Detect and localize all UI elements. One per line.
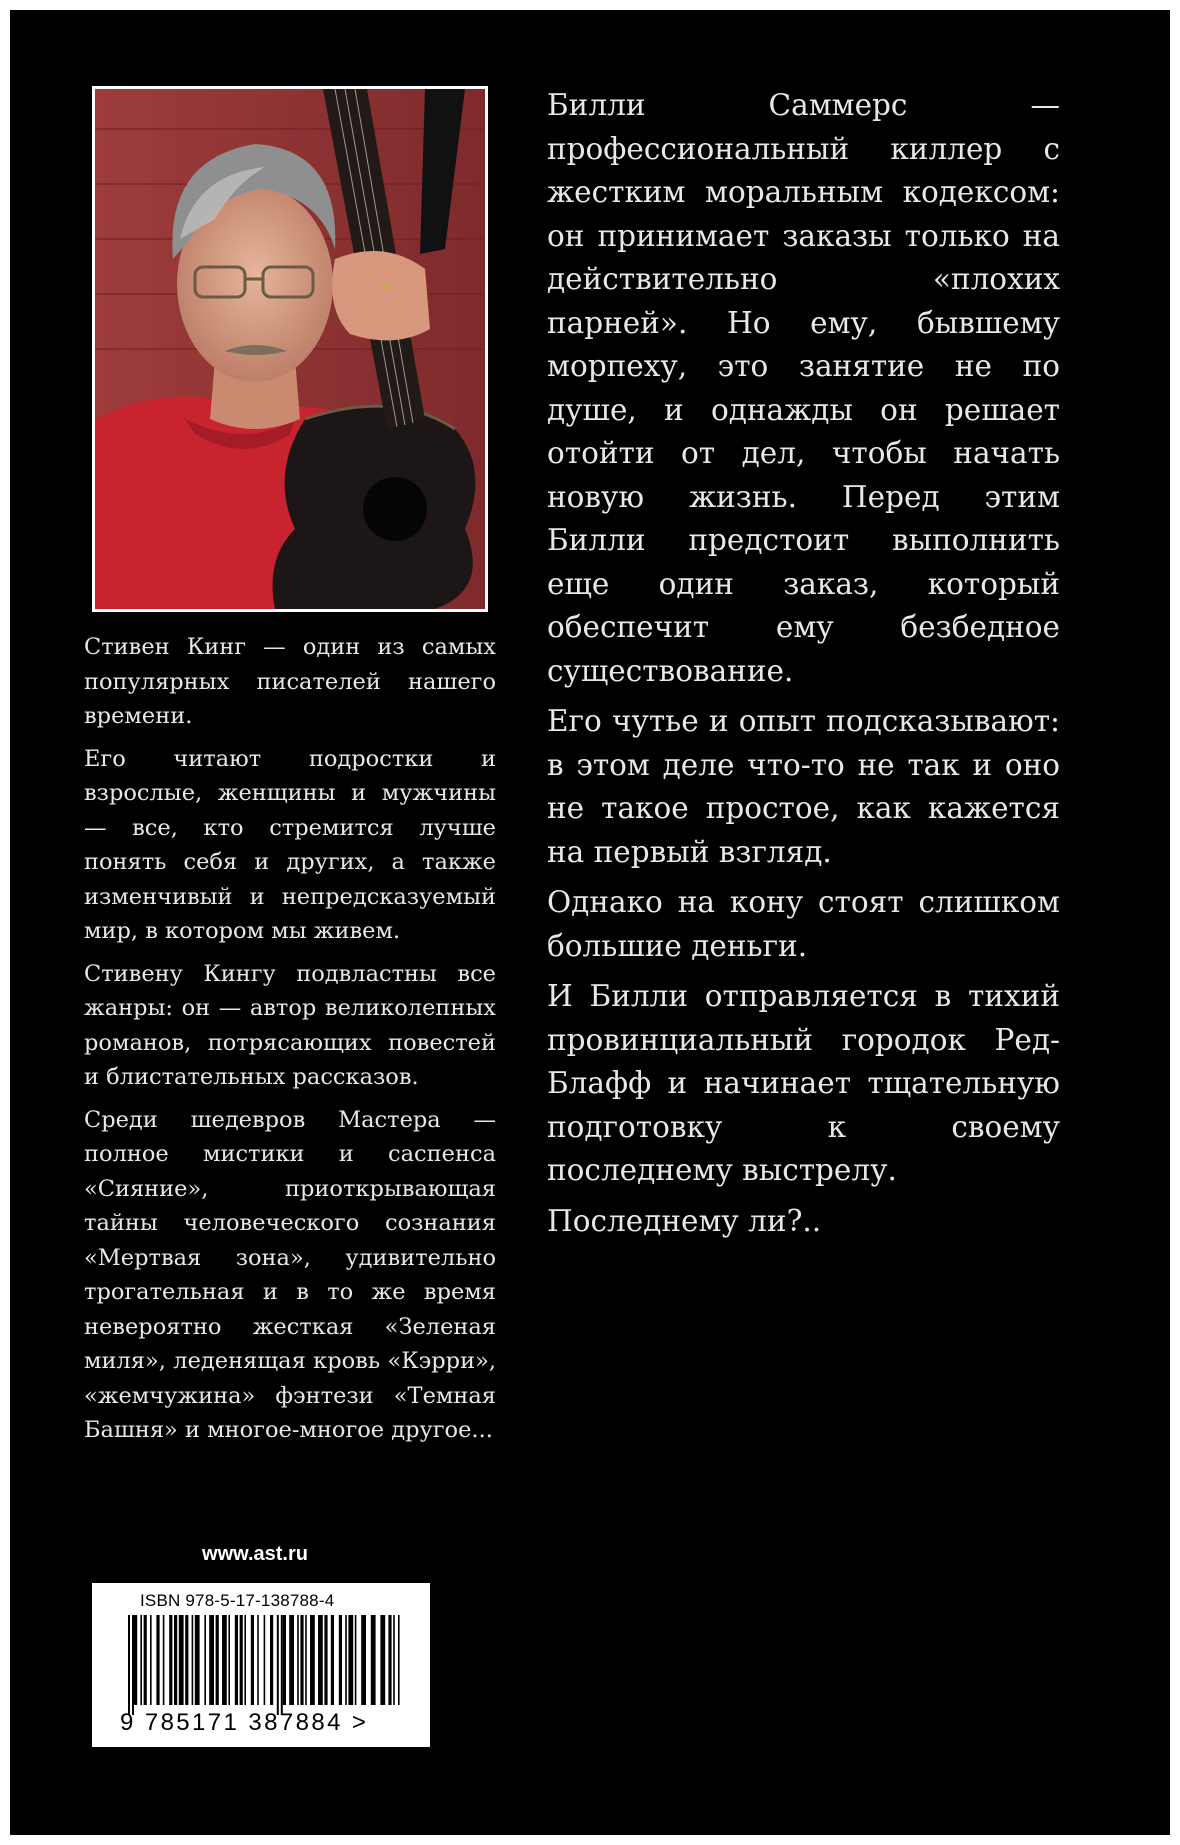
barcode-bar: [339, 1615, 342, 1705]
barcode-bar: [185, 1615, 188, 1705]
bio-paragraph-4: Среди шедевров Мастера — полное мистики и саспенса «Сияние», приоткрывающая тайны человеческого сознания «Мертвая зона», удивительно трогательная и в то же время невероятно жесткая «Зеленая миля», леденящая кровь «Кэрри», «жемчужина» фэнтези «Темная Башня» и многое-многое другое...: [84, 1106, 496, 1443]
author-photo-icon: [95, 89, 485, 609]
barcode-bar: [270, 1615, 273, 1705]
bio-paragraph-1: Стивен Кинг — один из самых популярных писателей нашего времени.: [84, 634, 496, 729]
author-bio: [84, 630, 496, 1456]
barcode-bar: [305, 1615, 307, 1705]
barcode-bar: [300, 1615, 303, 1705]
barcode-bar: [240, 1615, 243, 1705]
synopsis-paragraph-5: Последнему ли?..: [547, 1203, 822, 1238]
book-back-cover: [10, 10, 1170, 1835]
barcode-bar: [393, 1615, 395, 1705]
bio-paragraph-3: Стивену Кингу подвластны все жанры: он — автор великолепных романов, потрясающих повестей и блистательных рассказов.: [84, 960, 496, 1090]
barcode-bar: [204, 1615, 206, 1705]
synopsis-paragraph-1: Билли Саммерс — профессиональный киллер с жестким моральным кодексом: он принимает заказы только на действительно «плохих парней». Но ему, бывшему морпеху, это занятие не по душе, и однажды он решает отойти от дел, чтобы начать новую жизнь. Перед этим Билли предстоит выполнить еще один заказ, который обеспечит ему безбедное существование.: [547, 88, 1060, 688]
barcode-bar: [228, 1615, 230, 1705]
barcode-bar: [345, 1615, 347, 1705]
barcode-bar: [169, 1615, 172, 1705]
bio-paragraph-2: Его читают подростки и взрослые, женщины и мужчины — все, кто стремится лучше понять себя и других, а также изменчивый и непредсказуемый мир, в котором мы живем.: [84, 745, 496, 944]
barcode-bar: [331, 1615, 334, 1705]
barcode-bar: [310, 1615, 315, 1705]
barcode-bar: [209, 1615, 214, 1705]
barcode-bar: [289, 1615, 294, 1705]
barcode-bar: [163, 1615, 165, 1705]
barcode-bar: [140, 1615, 142, 1705]
barcode-bar: [264, 1615, 266, 1705]
barcode-bar: [144, 1615, 147, 1705]
isbn-barcode-box: [92, 1583, 430, 1747]
barcode-bar: [195, 1615, 200, 1705]
barcode-bar: [251, 1615, 254, 1705]
isbn-label: ISBN 978-5-17-138788-4: [140, 1591, 335, 1610]
barcode-bar: [244, 1615, 246, 1705]
barcode-icon: [122, 1615, 402, 1715]
barcode-bar: [277, 1615, 279, 1715]
barcode-bar: [174, 1615, 177, 1705]
barcode-bar: [235, 1615, 238, 1705]
barcode-bar: [128, 1615, 130, 1715]
author-photo: [92, 86, 488, 612]
barcode-bar: [355, 1615, 357, 1705]
barcode-bar: [134, 1615, 137, 1705]
barcode-bar: [222, 1615, 227, 1705]
barcode-bar: [348, 1615, 353, 1705]
barcode-bar: [361, 1615, 366, 1705]
barcode-bar: [150, 1615, 152, 1705]
synopsis-paragraph-3: Однако на кону стоят слишком большие деньги.: [547, 885, 1060, 963]
barcode-bar: [216, 1615, 219, 1705]
synopsis-paragraph-2: Его чутье и опыт подсказывают: в этом деле что-то не так и оно не такое простое, как кажется на первый взгляд.: [547, 704, 1060, 869]
barcode-bar: [380, 1615, 385, 1705]
barcode-bar: [297, 1615, 299, 1705]
publisher-website: www.ast.ru: [202, 1543, 308, 1565]
barcode-bar: [388, 1615, 391, 1705]
barcode-bar: [179, 1615, 184, 1705]
barcode-bar: [283, 1615, 286, 1705]
barcode-bar: [156, 1615, 159, 1705]
synopsis-paragraph-4: И Билли отправляется в тихий провинциальный городок Ред-Блафф и начинает тщательную подготовку к своему последнему выстрелу.: [547, 979, 1060, 1187]
barcode-bar: [192, 1615, 194, 1705]
barcode-bar: [324, 1615, 327, 1705]
barcode-bar: [371, 1615, 376, 1705]
barcode-bar: [281, 1615, 283, 1715]
barcode-bar: [257, 1615, 259, 1705]
barcode-bar: [132, 1615, 134, 1715]
book-synopsis: [547, 84, 1060, 1250]
barcode-bar: [318, 1615, 323, 1705]
barcode-bar: [398, 1615, 400, 1705]
barcode-digits: 9 785171 387884 >: [120, 1709, 369, 1736]
